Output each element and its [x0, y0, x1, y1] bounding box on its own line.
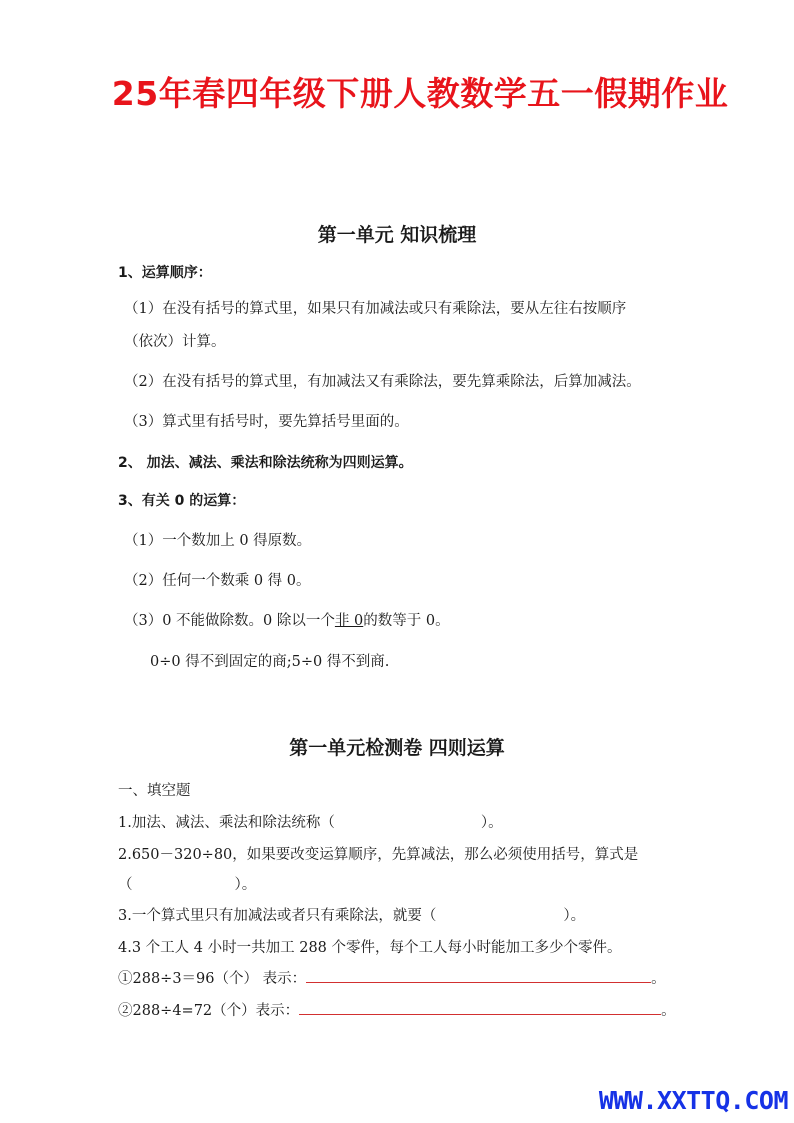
question-4a-post: 。: [651, 971, 666, 987]
question-4a-answer-line[interactable]: [306, 970, 651, 983]
page-title: 25年春四年级下册人教数学五一假期作业: [111, 74, 729, 113]
question-3-pre: 3.一个算式里只有加减法或者只有乘除法，就要（: [118, 908, 437, 924]
zero-rule-3-pre: （3）0 不能做除数。0 除以一个: [124, 613, 335, 629]
section-heading-test: 第一单元检测卷 四则运算: [289, 737, 505, 759]
question-3-post: ）。: [563, 908, 586, 924]
question-2-line-1: 2.650－320÷80，如果要改变运算顺序，先算减法，那么必须使用括号，算式是: [118, 847, 639, 863]
question-4: 4.3 个工人 4 小时一共加工 288 个零件，每个工人每小时能加工多少个零件。: [118, 940, 622, 956]
question-4b-pre: ②288÷4=72（个）表示：: [118, 1003, 300, 1019]
order-heading: 1、运算顺序：: [118, 265, 212, 281]
question-2-line-2: [118, 873, 256, 894]
question-3: [118, 904, 585, 925]
four-operations-definition: 2、 加法、减法、乘法和除法统称为四则运算。: [118, 455, 413, 471]
watermark: WWW.XXTTQ.COM: [598, 1086, 788, 1115]
order-rule-1-line-2: （依次）计算。: [124, 334, 226, 350]
order-rule-2: （2）在没有括号的算式里，有加减法又有乘除法，要先算乘除法，后算加减法。: [124, 374, 641, 390]
question-1-post: ）。: [480, 815, 503, 831]
part-fill-blanks: 一、填空题: [118, 783, 191, 799]
zero-rule-3-post: 的数等于 0。: [363, 613, 450, 629]
question-4-part-b: [118, 999, 676, 1020]
question-4a-pre: ①288÷3＝96（个） 表示：: [118, 971, 307, 987]
zero-rule-3: [124, 609, 450, 630]
zero-rule-4: 0÷0 得不到固定的商;5÷0 得不到商.: [150, 654, 390, 670]
question-1: [118, 811, 503, 832]
question-4-part-a: [118, 967, 666, 988]
section-heading-knowledge: 第一单元 知识梳理: [317, 224, 477, 246]
order-rule-3: （3）算式里有括号时，要先算括号里面的。: [124, 414, 409, 430]
question-4b-post: 。: [661, 1003, 676, 1019]
question-1-pre: 1.加法、减法、乘法和除法统称（: [118, 815, 335, 831]
question-2-close: ）。: [234, 877, 257, 893]
zero-heading: 3、有关 0 的运算：: [118, 493, 246, 509]
zero-rule-2: （2）任何一个数乘 0 得 0。: [124, 573, 311, 589]
question-4b-answer-line[interactable]: [299, 1002, 661, 1015]
zero-rule-3-underlined: 非 0: [334, 613, 364, 629]
zero-rule-1: （1）一个数加上 0 得原数。: [124, 533, 312, 549]
question-2-open: （: [118, 877, 133, 893]
order-rule-1-line-1: （1）在没有括号的算式里，如果只有加减法或只有乘除法，要从左往右按顺序: [124, 301, 627, 317]
